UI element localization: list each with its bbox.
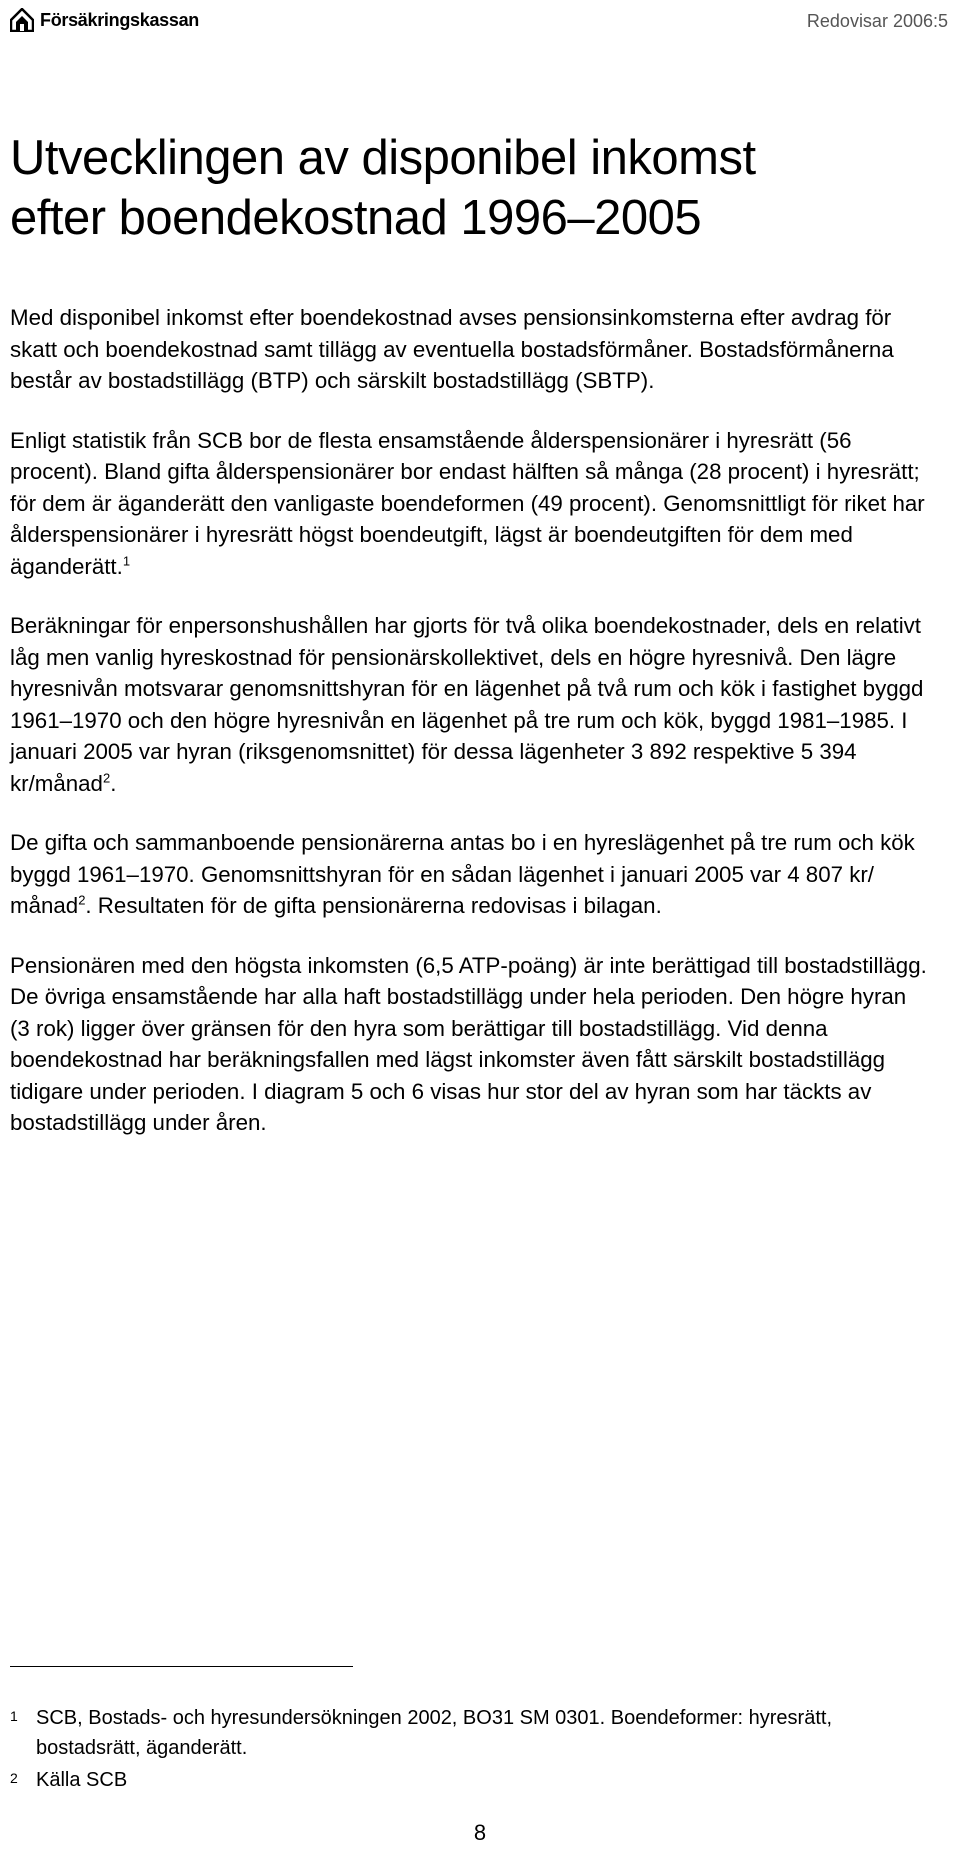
body-text [10,302,930,1167]
footnote-ref-2b[interactable]: 2 [78,892,86,908]
paragraph-4 [10,827,930,922]
paragraph-3 [10,610,930,799]
footnote-ref-1[interactable]: 1 [122,553,131,569]
paragraph-5: Pensionären med den högsta inkomsten (6,5 ATP-poäng) är inte berättigad till bostadstillägg. De övriga ensamstående har alla haft bostadstillägg under hela perioden. Den högre hyran (3 rok) ligger över gränsen för den hyra som berättigar till bostadstillägg. Vid denna boendekostnad har beräkningsfallen med lägst inkomster även fått särskilt bostadstillägg tidigare under perioden. I diagram 5 och 6 visas hur stor del av hyran som har täckts av bostadstillägg under åren. [10,952,927,1135]
footnote-1 [10,1703,930,1763]
forsakringskassan-logo-icon [10,8,34,32]
page-number: 8 [473,1820,487,1845]
paragraph-3-text: Beräkningar för enpersonshushållen har gjorts för två olika boendekostnader, dels en relativt låg men vanlig hyreskostnad för pensionärskollektivet, dels en högre hyresnivå. Den lägre hyresnivån motsvarar genomsnittshyran för en lägenhet på två rum och kök i fastighet byggd 1961–1970 och den högre hyresnivån en lägenhet på tre rum och kök, byggd 1981–1985. I januari 2005 var hyran (riksgenomsnittet) för dessa lägenheter 3 892 respektive 5 394 kr/månad [10,613,924,796]
paragraph-2-text: Enligt statistik från SCB bor de flesta ensamstående ålderspensionärer i hyresrätt (56 procent). Bland gifta ålderspensionärer bor endast hälften så många (28 procent) i hyresrätt; för dem är äganderätt den vanligaste boendeformen (49 procent). Genomsnittligt för riket har ålderspensionärer i hyresrätt högst boendeutgift, lägst är boendeutgiften för dem med äganderätt. [10,427,925,579]
footnote-number: 1 [10,1708,18,1724]
footnote-ref-2[interactable]: 2 [102,770,111,786]
page-header [10,6,948,36]
paragraph-3-end: . [110,770,117,796]
footnotes [10,1703,930,1797]
page-title [10,128,910,248]
report-id: Redovisar 2006:5 [806,11,948,31]
footnote-text: Källa SCB [36,1769,128,1791]
footnote-text: SCB, Bostads- och hyresundersökningen 2002, BO31 SM 0301. Boendeformer: hyresrätt, bostadsrätt, äganderätt. [36,1707,832,1759]
logo [10,8,199,32]
logo-text: Försäkringskassan [40,9,199,30]
paragraph-2 [10,425,930,583]
footnote-divider [10,1666,353,1667]
paragraph-4-text: De gifta och sammanboende pensionärerna antas bo i en hyreslägenhet på tre rum och kök byggd 1961–1970. Genomsnittshyran för en sådan lägenhet i januari 2005 var 4 807 kr/ månad [10,830,915,918]
paragraph-1: Med disponibel inkomst efter boendekostnad avses pensionsinkomsterna efter avdrag för skatt och boendekostnad samt tillägg av eventuella bostadsförmåner. Bostadsförmånerna består av bostadstillägg (BTP) och särskilt bostadstillägg (SBTP). [10,305,894,393]
title-line-2: efter boendekostnad 1996–2005 [10,191,702,245]
paragraph-4-end: . Resultaten för de gifta pensionärerna redovisas i bilagan. [85,893,662,918]
footnote-number: 2 [10,1770,18,1786]
footnote-2 [10,1765,930,1795]
title-line-1: Utvecklingen av disponibel inkomst [10,131,756,185]
